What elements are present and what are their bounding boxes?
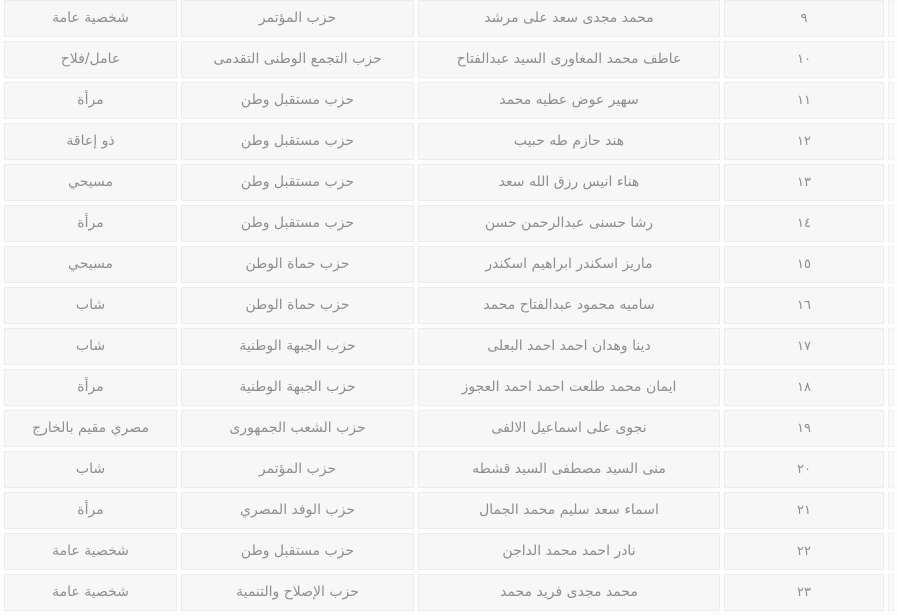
row-number: ٢٢	[724, 533, 884, 570]
row-edge-cell	[888, 410, 894, 447]
candidate-name: هند حازم طه حبيب	[418, 123, 720, 160]
category-label: شاب	[4, 451, 177, 488]
table-row	[4, 574, 894, 611]
row-edge-cell	[888, 328, 894, 365]
party-name: حزب مستقبل وطن	[181, 164, 414, 201]
table-row	[4, 369, 894, 406]
party-name: حزب المؤتمر	[181, 451, 414, 488]
category-label: شخصية عامة	[4, 533, 177, 570]
candidate-name: هناء انيس رزق الله سعد	[418, 164, 720, 201]
candidate-name: نجوى على اسماعيل الالفى	[418, 410, 720, 447]
row-number: ٢١	[724, 492, 884, 529]
row-edge-cell	[888, 492, 894, 529]
row-edge-cell	[888, 41, 894, 78]
table-row	[4, 492, 894, 529]
category-label: ذو إعاقة	[4, 123, 177, 160]
row-number: ١١	[724, 82, 884, 119]
category-label: مرأة	[4, 492, 177, 529]
row-number: ٢٠	[724, 451, 884, 488]
candidate-name: ساميه محمود عبدالفتاح محمد	[418, 287, 720, 324]
table-row	[4, 164, 894, 201]
candidate-name: نادر احمد محمد الداجن	[418, 533, 720, 570]
candidate-name: اسماء سعد سليم محمد الجمال	[418, 492, 720, 529]
party-name: حزب مستقبل وطن	[181, 82, 414, 119]
category-label: شاب	[4, 328, 177, 365]
table-row	[4, 41, 894, 78]
candidate-name: محمد مجدى فريد محمد	[418, 574, 720, 611]
table-row	[4, 0, 894, 37]
row-number: ١٢	[724, 123, 884, 160]
candidate-name: دينا وهدان احمد احمد البعلى	[418, 328, 720, 365]
table-row	[4, 451, 894, 488]
party-name: حزب الجبهة الوطنية	[181, 328, 414, 365]
party-name: حزب الجبهة الوطنية	[181, 369, 414, 406]
candidate-name: رشا حسنى عبدالرحمن حسن	[418, 205, 720, 242]
row-edge-cell	[888, 574, 894, 611]
category-label: مرأة	[4, 205, 177, 242]
party-name: حزب مستقبل وطن	[181, 533, 414, 570]
row-edge-cell	[888, 451, 894, 488]
party-name: حزب مستقبل وطن	[181, 205, 414, 242]
candidate-name: منى السيد مصطفى السيد قشطه	[418, 451, 720, 488]
party-name: حزب حماة الوطن	[181, 287, 414, 324]
row-number: ٢٣	[724, 574, 884, 611]
category-label: شاب	[4, 287, 177, 324]
party-name: حزب مستقبل وطن	[181, 123, 414, 160]
candidate-name: سهير عوض عطيه محمد	[418, 82, 720, 119]
party-name: حزب الوفد المصري	[181, 492, 414, 529]
table-row	[4, 410, 894, 447]
row-edge-cell	[888, 246, 894, 283]
party-name: حزب المؤتمر	[181, 0, 414, 37]
party-name: حزب الشعب الجمهورى	[181, 410, 414, 447]
row-number: ١٠	[724, 41, 884, 78]
candidate-name: عاطف محمد المغاورى السيد عبدالفتاح	[418, 41, 720, 78]
row-number: ١٦	[724, 287, 884, 324]
category-label: شخصية عامة	[4, 0, 177, 37]
row-edge-cell	[888, 0, 894, 37]
row-edge-cell	[888, 123, 894, 160]
row-edge-cell	[888, 533, 894, 570]
party-name: حزب حماة الوطن	[181, 246, 414, 283]
table-row	[4, 82, 894, 119]
row-edge-cell	[888, 82, 894, 119]
category-label: مرأة	[4, 82, 177, 119]
row-number: ١٣	[724, 164, 884, 201]
row-edge-cell	[888, 369, 894, 406]
table-row	[4, 328, 894, 365]
candidate-name: محمد مجدى سعد على مرشد	[418, 0, 720, 37]
table-row	[4, 123, 894, 160]
party-name: حزب الإصلاح والتنمية	[181, 574, 414, 611]
category-label: مرأة	[4, 369, 177, 406]
candidate-name: ماريز اسكندر ابراهيم اسكندر	[418, 246, 720, 283]
category-label: عامل/فلاح	[4, 41, 177, 78]
candidate-name: ايمان محمد طلعت احمد احمد العجوز	[418, 369, 720, 406]
row-edge-cell	[888, 287, 894, 324]
row-edge-cell	[888, 205, 894, 242]
row-number: ١٨	[724, 369, 884, 406]
row-number: ١٥	[724, 246, 884, 283]
table-row	[4, 287, 894, 324]
table-row	[4, 533, 894, 570]
row-number: ١٧	[724, 328, 884, 365]
category-label: مسيحي	[4, 164, 177, 201]
table-row	[4, 246, 894, 283]
table-row	[4, 205, 894, 242]
party-name: حزب التجمع الوطنى التقدمى	[181, 41, 414, 78]
row-number: ١٤	[724, 205, 884, 242]
category-label: مصري مقيم بالخارج	[4, 410, 177, 447]
category-label: شخصية عامة	[4, 574, 177, 611]
row-edge-cell	[888, 164, 894, 201]
category-label: مسيحي	[4, 246, 177, 283]
row-number: ١٩	[724, 410, 884, 447]
row-number: ٩	[724, 0, 884, 37]
